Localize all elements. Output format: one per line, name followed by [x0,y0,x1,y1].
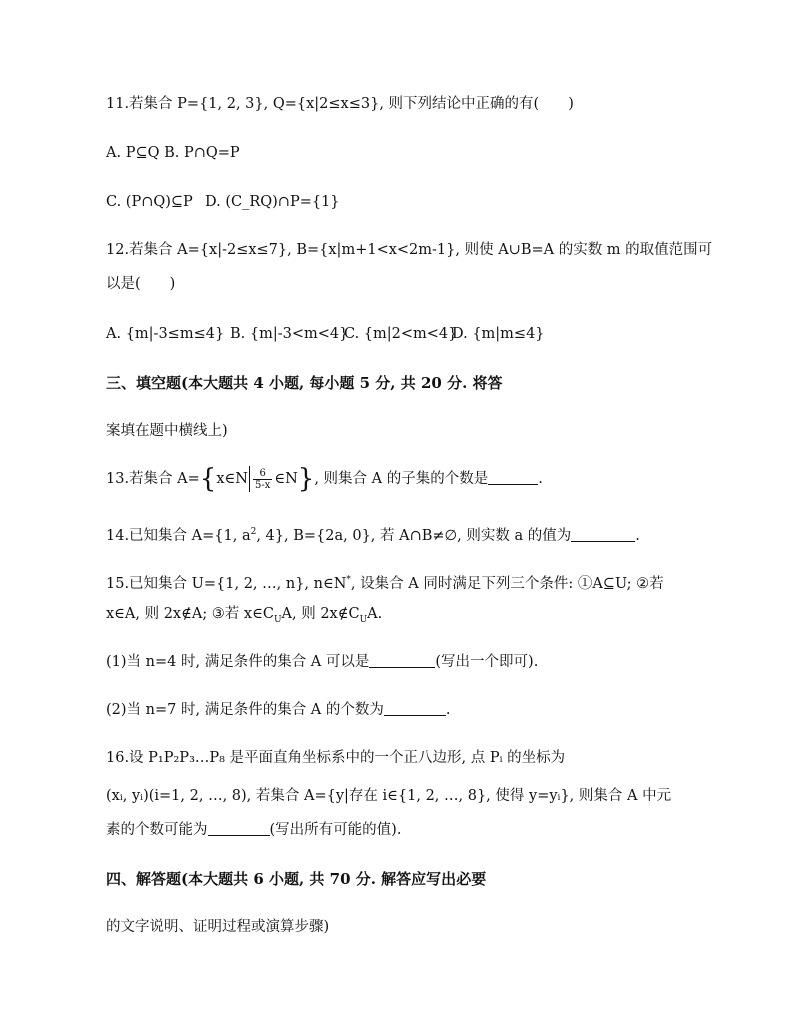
q15-sub-u2: U [359,614,368,625]
section3-heading-line2: 案填在题中横线上) [106,423,228,439]
q15-line2-a: x∈A, 则 2x∉A; ③若 x∈C [106,606,274,622]
q13-prefix: 13.若集合 A= [106,471,200,487]
left-brace-icon: { [199,464,217,494]
q15-sub-u1: U [273,614,282,625]
q13-post: , 则集合 A 的子集的个数是 [314,471,489,487]
q12-option-d: D. {m|m≤4} [452,326,545,342]
q12-option-c: C. {m|2<m<4} [344,326,458,342]
answer-blank [488,470,538,485]
answer-blank [208,821,270,836]
section3-heading-line1: 三、填空题(本大题共 4 小题, 每小题 5 分, 共 20 分. 将答 [106,374,503,392]
q11-option-c: C. (P∩Q)⊆P [106,194,193,210]
q13-stem [106,466,543,492]
q15-part1-pre: (1)当 n=4 时, 满足条件的集合 A 可以是 [106,654,370,670]
right-brace-icon: } [297,464,315,494]
q16-line3-post: (写出所有可能的值). [269,822,402,838]
q15-star: * [346,575,351,585]
q13-x-in-n: x∈N [216,471,248,487]
q12-option-a: A. {m|-3≤m≤4} [106,326,225,342]
q14-mid: , 4}, B={2a, 0}, 若 A∩B≠∅, 则实数 a 的值为 [256,527,572,544]
q15-part2-pre: (2)当 n=7 时, 满足条件的集合 A 的个数为 [106,702,384,718]
fraction-numerator: 6 [253,468,272,480]
q15-part1 [106,652,538,672]
q13-in-n: ∈N [274,471,298,487]
q14-exponent: 2 [250,527,257,537]
q15-part2-post: . [445,702,451,718]
answer-blank [369,653,435,668]
q13-end: . [538,471,543,487]
divider-bar [249,466,250,492]
q16-line3-pre: 素的个数可能为 [106,822,208,838]
q15-line2-b: A, 则 2x∉C [281,606,360,622]
q14-stem [106,522,640,546]
q15-line1-post: , 设集合 A 同时满足下列三个条件: ①A⊆U; ②若 [350,575,664,592]
section4-heading-line1: 四、解答题(本大题共 6 小题, 共 70 分. 解答应写出必要 [106,870,487,888]
q15-line2-c: A. [367,606,383,622]
section4-heading-line2: 的文字说明、证明过程或演算步骤) [106,919,330,935]
q14-end: . [635,527,640,544]
q15-stem-line1 [106,570,664,594]
q15-part2 [106,700,451,720]
q16-stem-line2: (xᵢ, yᵢ)(i=1, 2, …, 8), 若集合 A={y|存在 i∈{1, 2, …, 8}, 使得 y=yᵢ}, 则集合 A 中元 [106,788,672,804]
fraction-denominator: 5-x [254,479,271,491]
q12-stem-line1: 12.若集合 A={x|-2≤x≤7}, B={x|m+1<x<2m-1}, 则使 A∪B=A 的实数 m 的取值范围可 [106,242,713,258]
q15-line1-pre: 15.已知集合 U={1, 2, …, n}, n∈N [106,575,347,592]
q11-stem: 11.若集合 P={1, 2, 3}, Q={x|2≤x≤3}, 则下列结论中正确的有( ) [106,96,574,112]
q12-stem-line2: 以是( ) [106,276,176,292]
q16-stem-line3 [106,820,401,840]
q12-option-b: B. {m|-3<m<4} [230,326,349,342]
answer-blank [384,701,446,716]
q13-fraction [253,468,272,491]
q11-options-ab: A. P⊆Q B. P∩Q=P [106,145,240,161]
q11-option-d: D. (C_RQ)∩P={1} [205,194,340,210]
q15-stem-line2 [106,604,382,630]
answer-blank [571,527,635,542]
q14-prefix: 14.已知集合 A={1, a [106,527,251,544]
q15-part1-post: (写出一个即可). [435,654,539,670]
q16-stem-line1: 16.设 P₁P₂P₃…P₈ 是平面直角坐标系中的一个正八边形, 点 Pᵢ 的坐标为 [106,750,566,766]
